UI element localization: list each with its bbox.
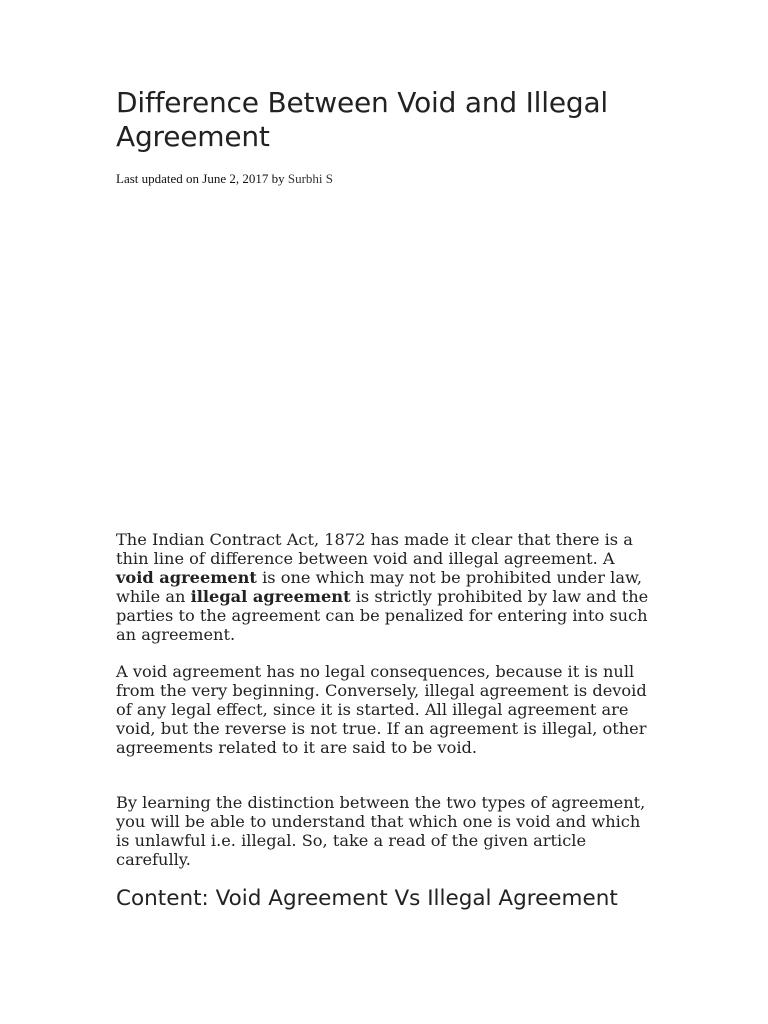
void-agreement-term: void agreement [116, 568, 257, 587]
content-heading: Content: Void Agreement Vs Illegal Agreement [116, 886, 618, 911]
illegal-agreement-term: illegal agreement [190, 587, 351, 606]
intro-text-2: is one which may not be prohibited under law, while an [116, 568, 643, 606]
blank-ad-area [116, 200, 646, 520]
meta-updated-date: Last updated on June 2, 2017 by [116, 171, 288, 186]
intro-text-1: The Indian Contract Act, 1872 has made it clear that there is a thin line of difference between void and illegal agreement. A [116, 530, 633, 568]
third-paragraph: By learning the distinction between the two types of agreement, you will be able to understand that which one is void and which is unlawful i.e. illegal. So, take a read of the given article carefully. [116, 793, 646, 869]
intro-text-3: is strictly prohibited by law and the parties to the agreement can be penalized for entering into such an agreement. [116, 587, 649, 644]
intro-paragraph [116, 530, 656, 644]
author-link[interactable]: Surbhi S [287, 171, 334, 186]
second-paragraph: A void agreement has no legal consequences, because it is null from the very beginning. Conversely, illegal agreement is devoid of any legal effect, since it is started. All illegal agreement are void, but the reverse is not true. If an agreement is illegal, other agreements related to it are said to be void. [116, 662, 647, 757]
page-title: Difference Between Void and Illegal Agreement [116, 86, 608, 153]
post-meta [116, 171, 333, 187]
